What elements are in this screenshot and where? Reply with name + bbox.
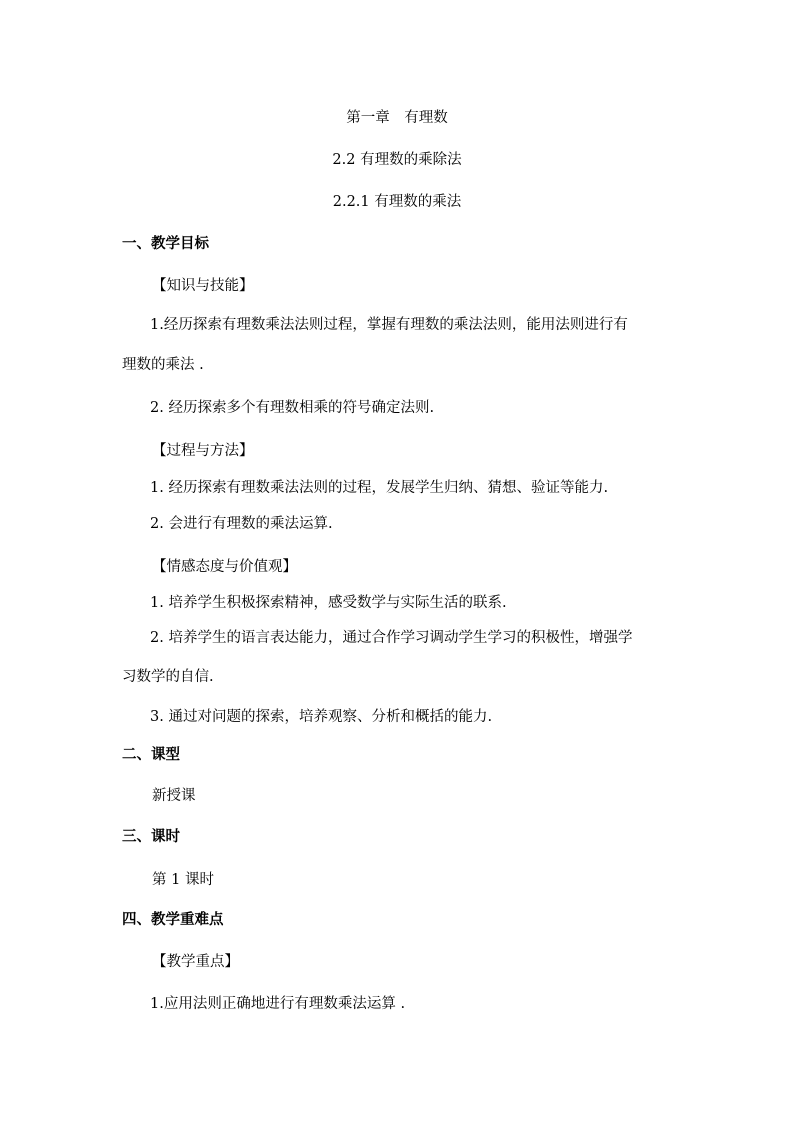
section-title: 2.2 有理数的乘除法 [332, 152, 462, 168]
goals-heading: 一、教学目标 [122, 236, 209, 252]
period-heading: 三、课时 [122, 829, 180, 845]
emotion-item-2: 2. 培养学生的语言表达能力，通过合作学习调动学生学习的积极性，增强学 [150, 630, 633, 646]
process-heading: 【过程与方法】 [152, 443, 254, 459]
knowledge-item-2: 2. 经历探索多个有理数相乘的符号确定法则. [150, 400, 435, 416]
difficulty-heading: 四、教学重难点 [122, 912, 224, 928]
chapter-title: 第一章 有理数 [346, 110, 448, 126]
period-value: 第 1 课时 [152, 872, 214, 888]
emotion-item-3: 3. 通过对问题的探索，培养观察、分析和概括的能力. [150, 709, 493, 725]
knowledge-heading: 【知识与技能】 [152, 278, 254, 294]
knowledge-item-1: 1.经历探索有理数乘法法则过程，掌握有理数的乘法法则，能用法则进行有 [150, 317, 628, 333]
type-heading: 二、课型 [122, 747, 180, 763]
emotion-heading: 【情感态度与价值观】 [152, 559, 297, 575]
knowledge-item-1-cont: 理数的乘法 . [122, 357, 204, 373]
process-item-2: 2. 会进行有理数的乘法运算. [150, 516, 333, 532]
type-value: 新授课 [152, 788, 196, 804]
emotion-item-1: 1. 培养学生积极探索精神，感受数学与实际生活的联系. [150, 595, 507, 611]
key-item-1: 1.应用法则正确地进行有理数乘法运算 . [150, 996, 406, 1012]
key-heading: 【教学重点】 [152, 954, 239, 970]
emotion-item-2-cont: 习数学的自信. [122, 669, 214, 685]
subsection-title: 2.2.1 有理数的乘法 [332, 194, 462, 210]
process-item-1: 1. 经历探索有理数乘法法则的过程，发展学生归纳、猜想、验证等能力. [150, 480, 609, 496]
